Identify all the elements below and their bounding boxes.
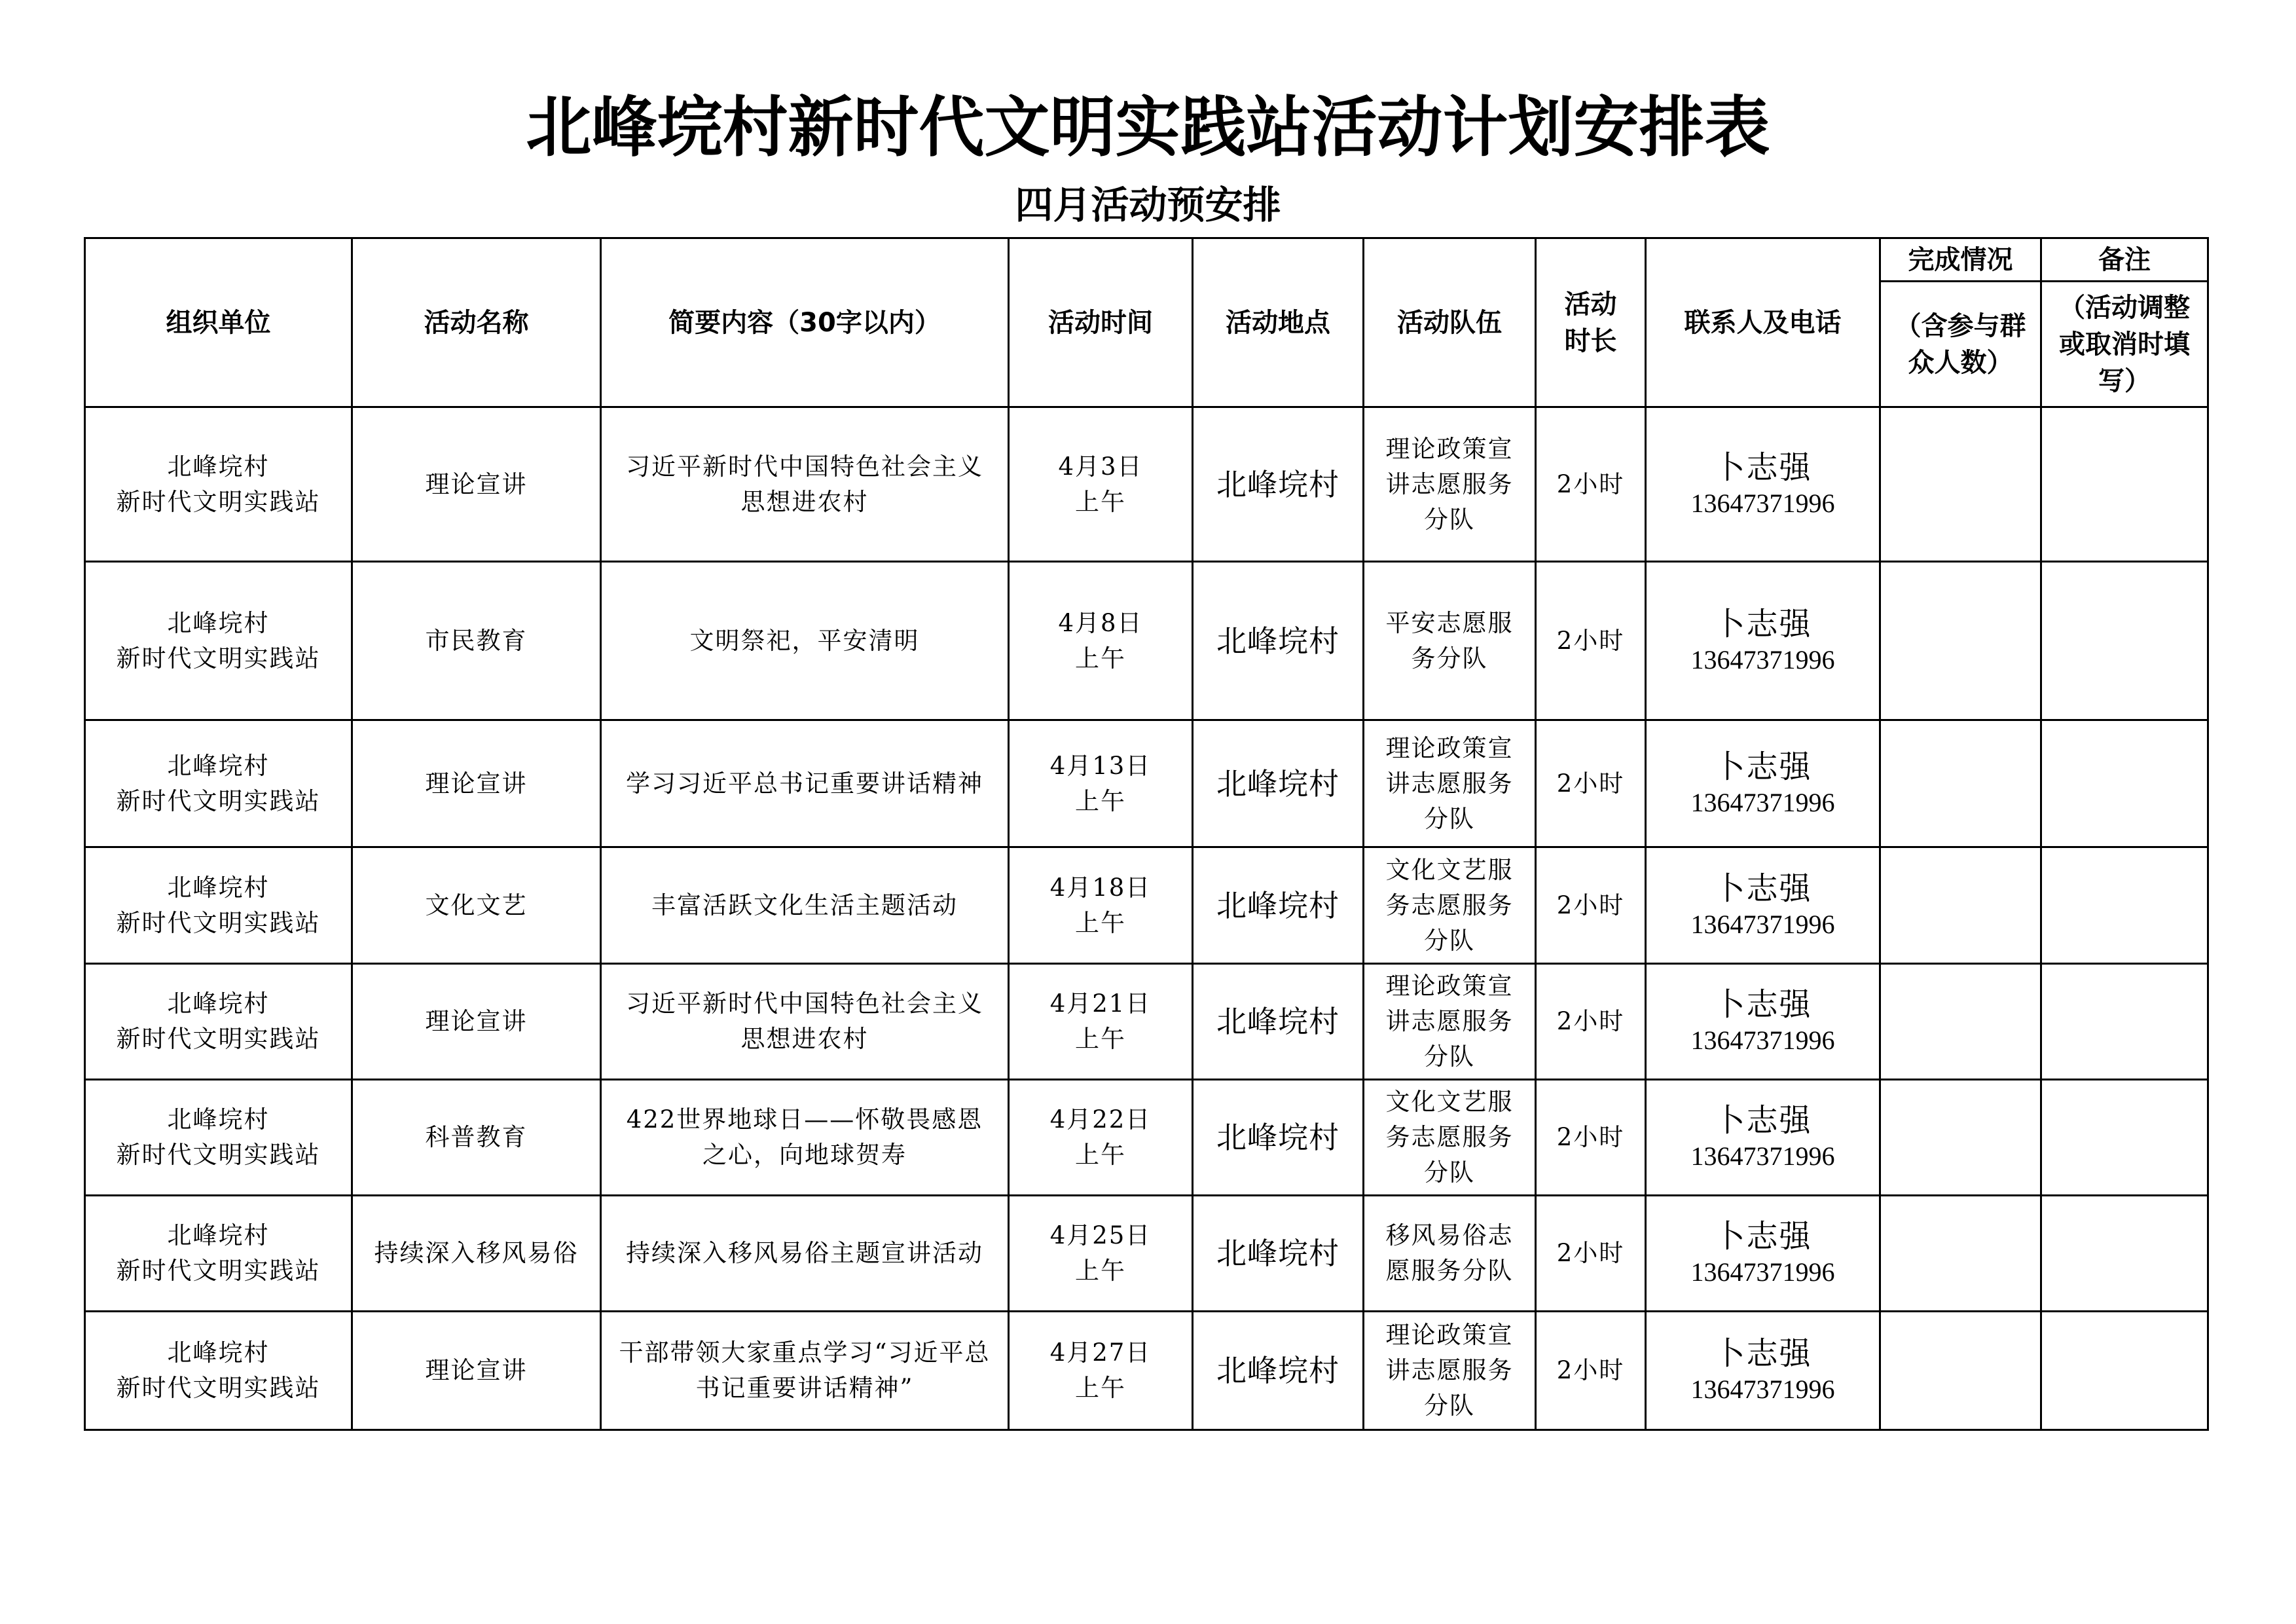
- place-cell: 北峰垸村: [1193, 720, 1364, 847]
- content-cell: 干部带领大家重点学习“习近平总书记重要讲话精神”: [601, 1312, 1009, 1430]
- org-village: 北峰垸村: [167, 1105, 270, 1134]
- duration-cell: 2小时: [1536, 562, 1646, 720]
- table-row: [85, 1196, 2208, 1312]
- org-village: 北峰垸村: [167, 1338, 270, 1367]
- contact-cell: [1646, 562, 1880, 720]
- header-org: 组织单位: [85, 238, 352, 407]
- table-row: [85, 847, 2208, 964]
- table-row: [85, 964, 2208, 1080]
- page-title: 北峰垸村新时代文明实践站活动计划安排表: [526, 89, 1770, 166]
- contact-phone: 13647371996: [1690, 488, 1835, 518]
- team-cell: 平安志愿服务分队: [1364, 562, 1536, 720]
- header-duration: 活动时长: [1536, 238, 1646, 407]
- time-cell: [1009, 407, 1193, 562]
- duration-cell: 2小时: [1536, 1312, 1646, 1430]
- completion-cell[interactable]: [1880, 1080, 2041, 1196]
- team-cell: 文化文艺服务志愿服务分队: [1364, 847, 1536, 964]
- activity-date: 4月21日: [1049, 989, 1152, 1018]
- contact-name: 卜志强: [1713, 748, 1812, 785]
- contact-name: 卜志强: [1713, 449, 1812, 486]
- activity-period: 上午: [1075, 1141, 1126, 1169]
- place-cell: 北峰垸村: [1193, 847, 1364, 964]
- remark-cell[interactable]: [2041, 1080, 2208, 1196]
- org-cell: [85, 1312, 352, 1430]
- contact-name: 卜志强: [1713, 986, 1812, 1023]
- org-station: 新时代文明实践站: [116, 1025, 321, 1053]
- time-cell: [1009, 720, 1193, 847]
- time-cell: [1009, 1196, 1193, 1312]
- contact-name: 卜志强: [1713, 1102, 1812, 1139]
- team-cell: 理论政策宣讲志愿服务分队: [1364, 964, 1536, 1080]
- activity-name-cell: 理论宣讲: [352, 407, 601, 562]
- org-station: 新时代文明实践站: [116, 1257, 321, 1285]
- header-completion-title: 完成情况: [1880, 238, 2041, 282]
- duration-cell: 2小时: [1536, 847, 1646, 964]
- place-cell: 北峰垸村: [1193, 407, 1364, 562]
- org-station: 新时代文明实践站: [116, 1374, 321, 1402]
- activity-period: 上午: [1075, 786, 1126, 815]
- org-cell: [85, 1080, 352, 1196]
- header-time: 活动时间: [1009, 238, 1193, 407]
- activity-period: 上午: [1075, 1025, 1126, 1053]
- content-cell: 习近平新时代中国特色社会主义思想进农村: [601, 407, 1009, 562]
- contact-name: 卜志强: [1713, 870, 1812, 907]
- content-cell: 422世界地球日——怀敬畏感恩之心，向地球贺寿: [601, 1080, 1009, 1196]
- remark-cell[interactable]: [2041, 720, 2208, 847]
- activity-period: 上午: [1075, 644, 1126, 673]
- org-village: 北峰垸村: [167, 608, 270, 637]
- org-cell: [85, 720, 352, 847]
- place-cell: 北峰垸村: [1193, 1080, 1364, 1196]
- contact-phone: 13647371996: [1690, 787, 1835, 817]
- activity-date: 4月25日: [1049, 1221, 1152, 1249]
- time-cell: [1009, 847, 1193, 964]
- header-team: 活动队伍: [1364, 238, 1536, 407]
- completion-cell[interactable]: [1880, 407, 2041, 562]
- place-cell: 北峰垸村: [1193, 1196, 1364, 1312]
- remark-cell[interactable]: [2041, 1196, 2208, 1312]
- content-cell: 持续深入移风易俗主题宣讲活动: [601, 1196, 1009, 1312]
- header-remark-title: 备注: [2041, 238, 2208, 282]
- contact-name: 卜志强: [1713, 605, 1812, 642]
- team-cell: 理论政策宣讲志愿服务分队: [1364, 407, 1536, 562]
- team-cell: 移风易俗志愿服务分队: [1364, 1196, 1536, 1312]
- header-place: 活动地点: [1193, 238, 1364, 407]
- time-cell: [1009, 562, 1193, 720]
- activity-date: 4月3日: [1058, 452, 1143, 481]
- org-station: 新时代文明实践站: [116, 487, 321, 516]
- team-cell: 理论政策宣讲志愿服务分队: [1364, 1312, 1536, 1430]
- contact-cell: [1646, 1196, 1880, 1312]
- place-cell: 北峰垸村: [1193, 1312, 1364, 1430]
- completion-cell[interactable]: [1880, 847, 2041, 964]
- activity-date: 4月27日: [1049, 1338, 1152, 1367]
- contact-phone: 13647371996: [1690, 1025, 1835, 1055]
- time-cell: [1009, 964, 1193, 1080]
- remark-cell[interactable]: [2041, 847, 2208, 964]
- contact-name: 卜志强: [1713, 1218, 1812, 1255]
- activity-period: 上午: [1075, 1374, 1126, 1402]
- table-row: [85, 1312, 2208, 1430]
- completion-cell[interactable]: [1880, 1196, 2041, 1312]
- activity-name-cell: 科普教育: [352, 1080, 601, 1196]
- activity-plan-table: [84, 237, 2209, 1431]
- completion-cell[interactable]: [1880, 562, 2041, 720]
- header-completion-note: （含参与群众人数）: [1880, 282, 2041, 407]
- activity-period: 上午: [1075, 1257, 1126, 1285]
- remark-cell[interactable]: [2041, 1312, 2208, 1430]
- org-village: 北峰垸村: [167, 989, 270, 1018]
- content-cell: 丰富活跃文化生活主题活动: [601, 847, 1009, 964]
- org-cell: [85, 847, 352, 964]
- duration-cell: 2小时: [1536, 1196, 1646, 1312]
- remark-cell[interactable]: [2041, 964, 2208, 1080]
- contact-cell: [1646, 1080, 1880, 1196]
- org-station: 新时代文明实践站: [116, 908, 321, 937]
- activity-name-cell: 理论宣讲: [352, 964, 601, 1080]
- contact-cell: [1646, 407, 1880, 562]
- contact-phone: 13647371996: [1690, 644, 1835, 674]
- content-cell: 学习习近平总书记重要讲话精神: [601, 720, 1009, 847]
- org-village: 北峰垸村: [167, 751, 270, 780]
- org-cell: [85, 562, 352, 720]
- contact-phone: 13647371996: [1690, 909, 1835, 939]
- activity-name-cell: 理论宣讲: [352, 720, 601, 847]
- duration-cell: 2小时: [1536, 1080, 1646, 1196]
- table-row: [85, 407, 2208, 562]
- contact-cell: [1646, 720, 1880, 847]
- duration-cell: 2小时: [1536, 720, 1646, 847]
- header-name: 活动名称: [352, 238, 601, 407]
- org-village: 北峰垸村: [167, 873, 270, 902]
- activity-name-cell: 持续深入移风易俗: [352, 1196, 601, 1312]
- activity-date: 4月8日: [1058, 608, 1143, 637]
- header-remark-note: （活动调整或取消时填写）: [2041, 282, 2208, 407]
- org-cell: [85, 1196, 352, 1312]
- org-cell: [85, 407, 352, 562]
- completion-cell[interactable]: [1880, 964, 2041, 1080]
- activity-name-cell: 市民教育: [352, 562, 601, 720]
- place-cell: 北峰垸村: [1193, 964, 1364, 1080]
- activity-period: 上午: [1075, 908, 1126, 937]
- activity-name-cell: 理论宣讲: [352, 1312, 601, 1430]
- contact-phone: 13647371996: [1690, 1375, 1835, 1404]
- table-row: [85, 1080, 2208, 1196]
- place-cell: 北峰垸村: [1193, 562, 1364, 720]
- org-station: 新时代文明实践站: [116, 644, 321, 673]
- completion-cell[interactable]: [1880, 1312, 2041, 1430]
- contact-name: 卜志强: [1713, 1335, 1812, 1372]
- time-cell: [1009, 1312, 1193, 1430]
- contact-cell: [1646, 847, 1880, 964]
- duration-cell: 2小时: [1536, 407, 1646, 562]
- activity-date: 4月13日: [1049, 751, 1152, 780]
- contact-cell: [1646, 1312, 1880, 1430]
- contact-phone: 13647371996: [1690, 1257, 1835, 1287]
- activity-period: 上午: [1075, 487, 1126, 516]
- table-header: [85, 238, 2208, 407]
- table-row: [85, 562, 2208, 720]
- org-station: 新时代文明实践站: [116, 1141, 321, 1169]
- completion-cell[interactable]: [1880, 720, 2041, 847]
- contact-phone: 13647371996: [1690, 1141, 1835, 1171]
- activity-date: 4月18日: [1049, 873, 1152, 902]
- table-row: [85, 720, 2208, 847]
- contact-cell: [1646, 964, 1880, 1080]
- remark-cell[interactable]: [2041, 562, 2208, 720]
- activity-name-cell: 文化文艺: [352, 847, 601, 964]
- table-body: [85, 407, 2208, 1430]
- time-cell: [1009, 1080, 1193, 1196]
- activity-date: 4月22日: [1049, 1105, 1152, 1134]
- header-content: 简要内容（30字以内）: [601, 238, 1009, 407]
- duration-cell: 2小时: [1536, 964, 1646, 1080]
- team-cell: 文化文艺服务志愿服务分队: [1364, 1080, 1536, 1196]
- org-village: 北峰垸村: [167, 1221, 270, 1249]
- remark-cell[interactable]: [2041, 407, 2208, 562]
- content-cell: 文明祭祀，平安清明: [601, 562, 1009, 720]
- page-subtitle: 四月活动预安排: [1015, 183, 1281, 227]
- org-station: 新时代文明实践站: [116, 786, 321, 815]
- org-cell: [85, 964, 352, 1080]
- org-village: 北峰垸村: [167, 452, 270, 481]
- team-cell: 理论政策宣讲志愿服务分队: [1364, 720, 1536, 847]
- content-cell: 习近平新时代中国特色社会主义思想进农村: [601, 964, 1009, 1080]
- header-contact: 联系人及电话: [1646, 238, 1880, 407]
